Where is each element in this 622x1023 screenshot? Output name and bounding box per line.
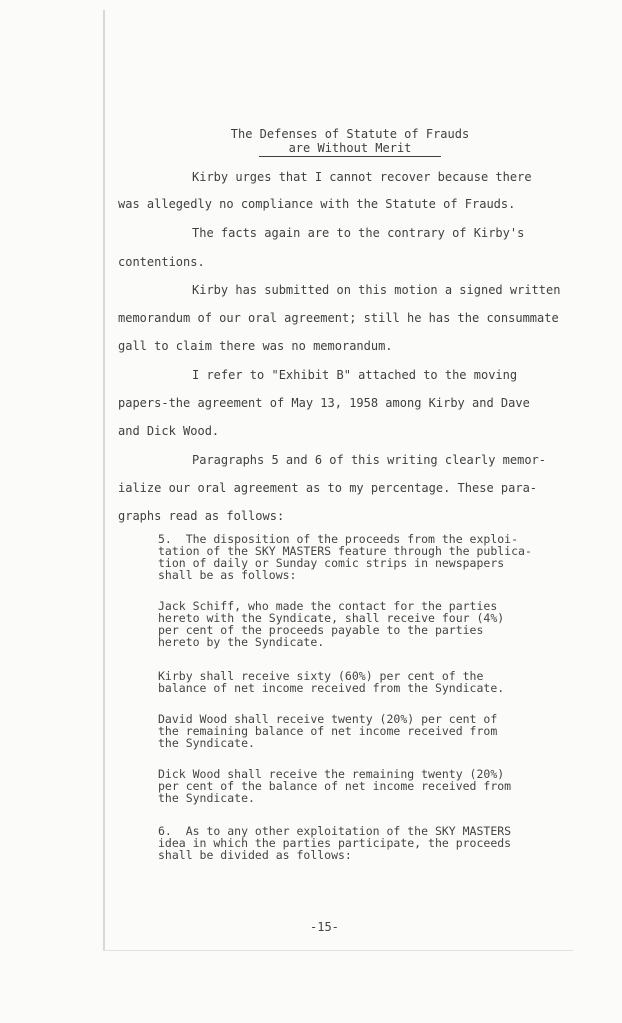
quoted-paragraph-5: 5. The disposition of the proceeds from the exploi- tation of the SKY MASTERS feature through the publica- tion of daily or Sunday comic strips in newspapers shall be as follows:	[158, 532, 532, 582]
body-line: Paragraphs 5 and 6 of this writing clearly memor-	[192, 453, 547, 467]
body-line: The facts again are to the contrary of Kirby's	[192, 226, 525, 240]
heading-line-2: are Without Merit	[259, 141, 442, 157]
bottom-rule	[103, 950, 573, 951]
section-heading	[225, 127, 475, 157]
quoted-kirby: Kirby shall receive sixty (60%) per cent of the balance of net income received from the Syndicate.	[158, 669, 505, 695]
margin-rule	[103, 10, 105, 950]
quoted-dick-wood: Dick Wood shall receive the remaining twenty (20%) per cent of the balance of net income received from the Syndicate.	[158, 767, 512, 805]
body-line: papers-the agreement of May 13, 1958 among Kirby and Dave	[118, 396, 530, 410]
quoted-david-wood: David Wood shall receive twenty (20%) per cent of the remaining balance of net income received from the Syndicate.	[158, 712, 498, 750]
body-line: Kirby has submitted on this motion a signed written	[192, 283, 561, 297]
heading-line-1: The Defenses of Statute of Frauds	[230, 127, 470, 141]
body-line: was allegedly no compliance with the Statute of Frauds.	[118, 197, 516, 211]
body-line: contentions.	[118, 255, 205, 269]
quoted-schiff: Jack Schiff, who made the contact for the parties hereto with the Syndicate, shall receive four (4%) per cent of the proceeds payable to the parties hereto by the Syndicate.	[158, 599, 505, 649]
body-line: I refer to "Exhibit B" attached to the moving	[192, 368, 518, 382]
quoted-paragraph-6: 6. As to any other exploitation of the SKY MASTERS idea in which the parties participate, the proceeds shall be divided as follows:	[158, 824, 512, 862]
body-line: memorandum of our oral agreement; still he has the consummate	[118, 311, 559, 325]
page-number: -15-	[310, 920, 339, 934]
body-line: Kirby urges that I cannot recover because there	[192, 170, 532, 184]
body-line: graphs read as follows:	[118, 509, 285, 523]
body-line: and Dick Wood.	[118, 424, 220, 438]
body-line: ialize our oral agreement as to my percentage. These para-	[118, 481, 538, 495]
body-line: gall to claim there was no memorandum.	[118, 339, 393, 353]
